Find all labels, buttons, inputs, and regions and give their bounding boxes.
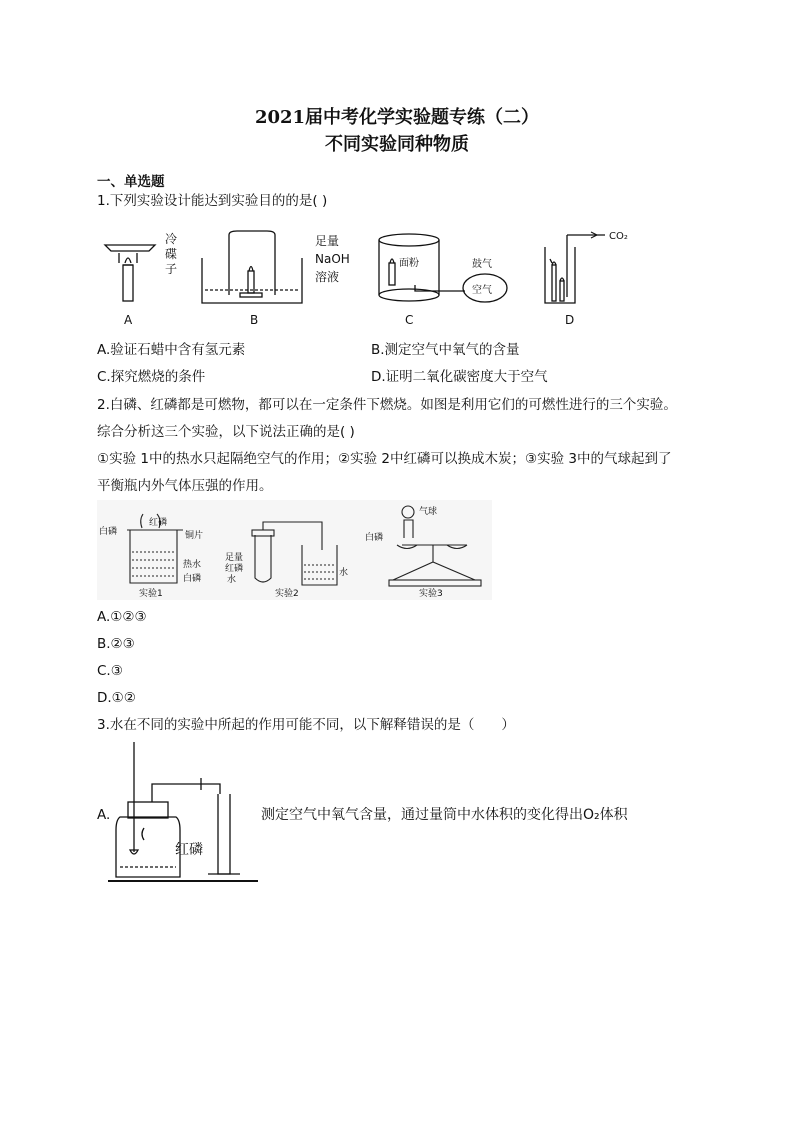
q3-option-a-label: A. [97,807,111,823]
q1-fig-c-blow: 鼓气 [472,259,492,270]
q2-fig-red-p2: 红磷 [225,564,244,574]
q1-option-d: D.证明二氧化碳密度大于空气 [371,369,548,385]
q2-fig-water: 水 [227,575,237,585]
q1-fig-a-dish-2: 碟 [165,247,178,261]
q2-fig-balloon: 气球 [419,507,438,517]
q2-fig-white-p: 白磷 [99,527,118,537]
q3-option-a-text: 测定空气中氧气含量，通过量筒中水体积的变化得出O₂体积 [261,807,628,823]
q2-fig-white-p3: 白磷 [365,533,384,543]
q2-option-b: B.②③ [97,636,135,652]
page-title-line1: 2021届中考化学实验题专练（二） [254,107,540,128]
q1-fig-c-flour: 面粉 [399,258,419,269]
q1-figure-b [202,231,302,303]
q1-option-b: B.测定空气中氧气的含量 [371,342,520,358]
q2-stem-line4: 平衡瓶内外气体压强的作用。 [97,478,273,494]
q1-figure-d [545,235,605,303]
q2-fig-red-p: 红磷 [149,518,168,528]
q1-figure-a [105,245,155,301]
q1-fig-b-sol-3: 溶液 [315,270,340,284]
q1-stem: 1.下列实验设计能达到实验目的的是( ) [97,193,328,209]
q2-stem-line3: ①实验 1中的热水只起隔绝空气的作用；②实验 2中红磷可以换成木炭；③实验 3中的气球起到了 [97,451,672,467]
q3-stem: 3.水在不同的实验中所起的作用可能不同，以下解释错误的是（ ） [97,717,515,733]
q1-fig-a-dish-3: 子 [165,262,178,276]
q2-stem-line1: 2.白磷、红磷都是可燃物，都可以在一定条件下燃烧。如图是利用它们的可燃性进行的三个实验。 [97,397,677,413]
q1-fig-a-dish-1: 冷 [165,232,178,246]
q2-fig-hot-water: 热水 [183,560,202,570]
q2-stem-line2: 综合分析这三个实验，以下说法正确的是( ) [97,424,355,440]
q1-fig-b-sol-2: NaOH [315,252,350,266]
q2-fig-enough: 足量 [225,553,244,563]
q3-fig-red-p: 红磷 [175,842,203,858]
q2-fig-exp3: 实验3 [419,589,443,599]
q1-fig-d-gas: CO₂ [609,231,628,242]
q1-fig-label-b: B [250,313,259,327]
q1-fig-b-sol-1: 足量 [315,234,340,248]
q1-fig-label-c: C [405,313,414,327]
q3-figure [108,742,260,887]
q2-figure [97,500,492,600]
q1-option-c: C.探究燃烧的条件 [97,369,206,385]
q1-option-a: A.验证石蜡中含有氢元素 [97,342,246,358]
page-title-line2: 不同实验同种物质 [325,134,469,155]
q1-fig-label-d: D [565,313,575,327]
q2-fig-water2: 水 [339,568,349,578]
q1-fig-label-a: A [124,313,133,327]
q2-fig-white-p2: 白磷 [183,574,202,584]
q2-fig-exp2: 实验2 [275,589,299,599]
q1-fig-c-air: 空气 [472,285,492,296]
section-heading: 一、单选题 [97,174,165,190]
q2-option-c: C.③ [97,663,123,679]
q2-fig-copper: 铜片 [185,531,204,541]
q1-figure [97,225,628,330]
q2-option-d: D.①② [97,690,136,706]
q2-fig-exp1: 实验1 [139,589,163,599]
q2-option-a: A.①②③ [97,609,147,625]
